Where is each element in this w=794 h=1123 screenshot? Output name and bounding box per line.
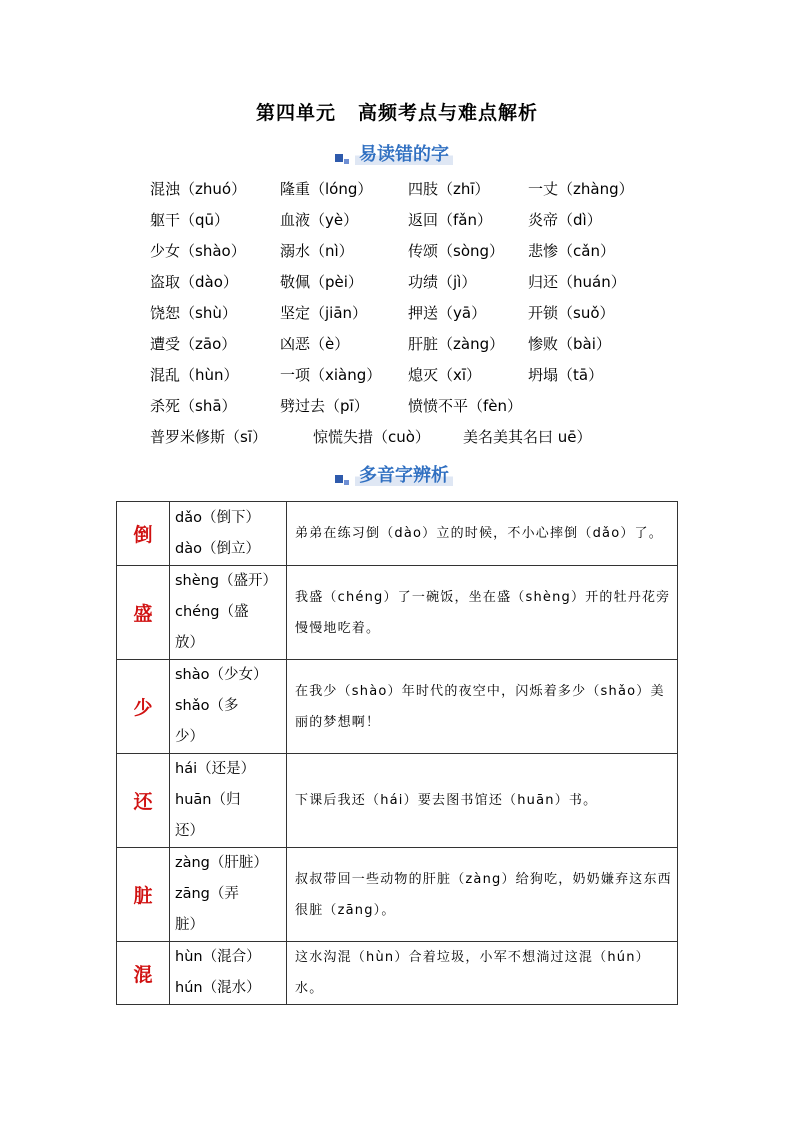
word-item: 血液（yè） bbox=[280, 211, 359, 229]
word-item: 少女（shào） bbox=[150, 242, 246, 260]
square-icon bbox=[335, 154, 343, 162]
word-item: 美名美其名曰 uē） bbox=[463, 428, 592, 446]
reading: 还） bbox=[175, 823, 204, 839]
word-item: 归还（huán） bbox=[528, 273, 626, 291]
reading: hún（混水） bbox=[175, 980, 261, 996]
word-item: 惊慌失措（cuò） bbox=[313, 428, 430, 446]
word-item: 凶恶（è） bbox=[280, 335, 350, 353]
reading: dào（倒立） bbox=[175, 540, 260, 557]
reading: hái（还是） bbox=[175, 761, 256, 777]
word-item: 肝脏（zàng） bbox=[408, 335, 505, 353]
word-item: 愤愤不平（fèn） bbox=[408, 397, 523, 415]
reading: chéng（盛 bbox=[175, 604, 249, 620]
polyphone-char: 倒 bbox=[117, 502, 170, 566]
example-sentence: 我盛（chéng）了一碗饭，坐在盛（shèng）开的牡丹花旁慢慢地吃着。 bbox=[287, 566, 678, 660]
word-item: 混乱（hùn） bbox=[150, 366, 239, 384]
example-sentence: 叔叔带回一些动物的肝脏（zàng）给狗吃，奶奶嫌弃这东西很脏（zāng）。 bbox=[287, 848, 678, 942]
word-item: 隆重（lóng） bbox=[280, 180, 373, 198]
word-item: 溺水（nì） bbox=[280, 242, 354, 260]
word-item: 惨败（bài） bbox=[528, 335, 611, 353]
reading: shǎo（多 bbox=[175, 698, 239, 714]
section-heading: 多音字辨析 bbox=[355, 465, 453, 486]
section-header-misread bbox=[0, 140, 794, 168]
word-item: 一项（xiàng） bbox=[280, 366, 382, 384]
word-item: 杀死（shā） bbox=[150, 397, 237, 415]
reading: 少） bbox=[175, 729, 204, 745]
polyphone-char: 还 bbox=[117, 754, 170, 848]
table-row bbox=[117, 566, 678, 660]
word-item: 炎帝（dì） bbox=[528, 211, 602, 229]
example-sentence: 下课后我还（hái）要去图书馆还（huān）书。 bbox=[287, 754, 678, 848]
polyphone-table bbox=[116, 501, 678, 1005]
table-row bbox=[117, 660, 678, 754]
word-item: 坚定（jiān） bbox=[280, 304, 368, 322]
table-row bbox=[117, 942, 678, 1005]
readings-cell bbox=[170, 566, 287, 660]
word-item: 遭受（zāo） bbox=[150, 335, 237, 353]
word-item: 传颂（sòng） bbox=[408, 242, 505, 260]
reading: dǎo（倒下） bbox=[175, 509, 260, 526]
word-item: 开锁（suǒ） bbox=[528, 304, 615, 322]
table-row bbox=[117, 848, 678, 942]
example-sentence: 这水沟混（hùn）合着垃圾，小军不想淌过这混（hún）水。 bbox=[287, 942, 678, 1005]
word-item: 普罗米修斯（sī） bbox=[150, 428, 267, 446]
page-title bbox=[0, 98, 794, 125]
page-title-topic: 高频考点与难点解析 bbox=[358, 102, 539, 124]
example-sentence: 在我少（shào）年时代的夜空中，闪烁着多少（shǎo）美丽的梦想啊！ bbox=[287, 660, 678, 754]
table-row bbox=[117, 754, 678, 848]
reading: huān（归 bbox=[175, 792, 241, 808]
polyphone-char: 混 bbox=[117, 942, 170, 1005]
table-row bbox=[117, 502, 678, 566]
readings-cell bbox=[170, 660, 287, 754]
word-item: 敬佩（pèi） bbox=[280, 273, 363, 291]
word-item: 饶恕（shù） bbox=[150, 304, 237, 322]
reading: 脏） bbox=[175, 917, 204, 933]
word-item: 返回（fǎn） bbox=[408, 211, 492, 229]
readings-cell bbox=[170, 942, 287, 1005]
reading: 放） bbox=[175, 635, 204, 651]
reading: zāng（弄 bbox=[175, 886, 239, 902]
polyphone-char: 少 bbox=[117, 660, 170, 754]
word-item: 悲惨（cǎn） bbox=[528, 242, 615, 260]
reading: zàng（肝脏） bbox=[175, 855, 268, 871]
word-item: 押送（yā） bbox=[408, 304, 487, 322]
word-item: 混浊（zhuó） bbox=[150, 180, 247, 198]
reading: hùn（混合） bbox=[175, 949, 261, 965]
word-item: 劈过去（pī） bbox=[280, 397, 369, 415]
word-item: 熄灭（xī） bbox=[408, 366, 482, 384]
readings-cell bbox=[170, 502, 287, 566]
reading: shào（少女） bbox=[175, 667, 268, 683]
word-item: 盗取（dào） bbox=[150, 273, 238, 291]
example-sentence: 弟弟在练习倒（dào）立的时候，不小心摔倒（dǎo）了。 bbox=[287, 502, 678, 566]
readings-cell bbox=[170, 848, 287, 942]
polyphone-char: 盛 bbox=[117, 566, 170, 660]
square-icon bbox=[335, 475, 343, 483]
page-title-unit: 第四单元 bbox=[255, 102, 336, 124]
word-item: 一丈（zhàng） bbox=[528, 180, 634, 198]
readings-cell bbox=[170, 754, 287, 848]
word-item: 四肢（zhī） bbox=[408, 180, 490, 198]
word-item: 坍塌（tā） bbox=[528, 366, 604, 384]
word-item: 躯干（qū） bbox=[150, 211, 230, 229]
square-small-icon bbox=[344, 480, 349, 485]
square-small-icon bbox=[344, 159, 349, 164]
section-heading: 易读错的字 bbox=[355, 144, 453, 165]
section-header-polyphone bbox=[0, 461, 794, 489]
polyphone-char: 脏 bbox=[117, 848, 170, 942]
reading: shèng（盛开） bbox=[175, 573, 278, 589]
word-item: 功绩（jì） bbox=[408, 273, 477, 291]
